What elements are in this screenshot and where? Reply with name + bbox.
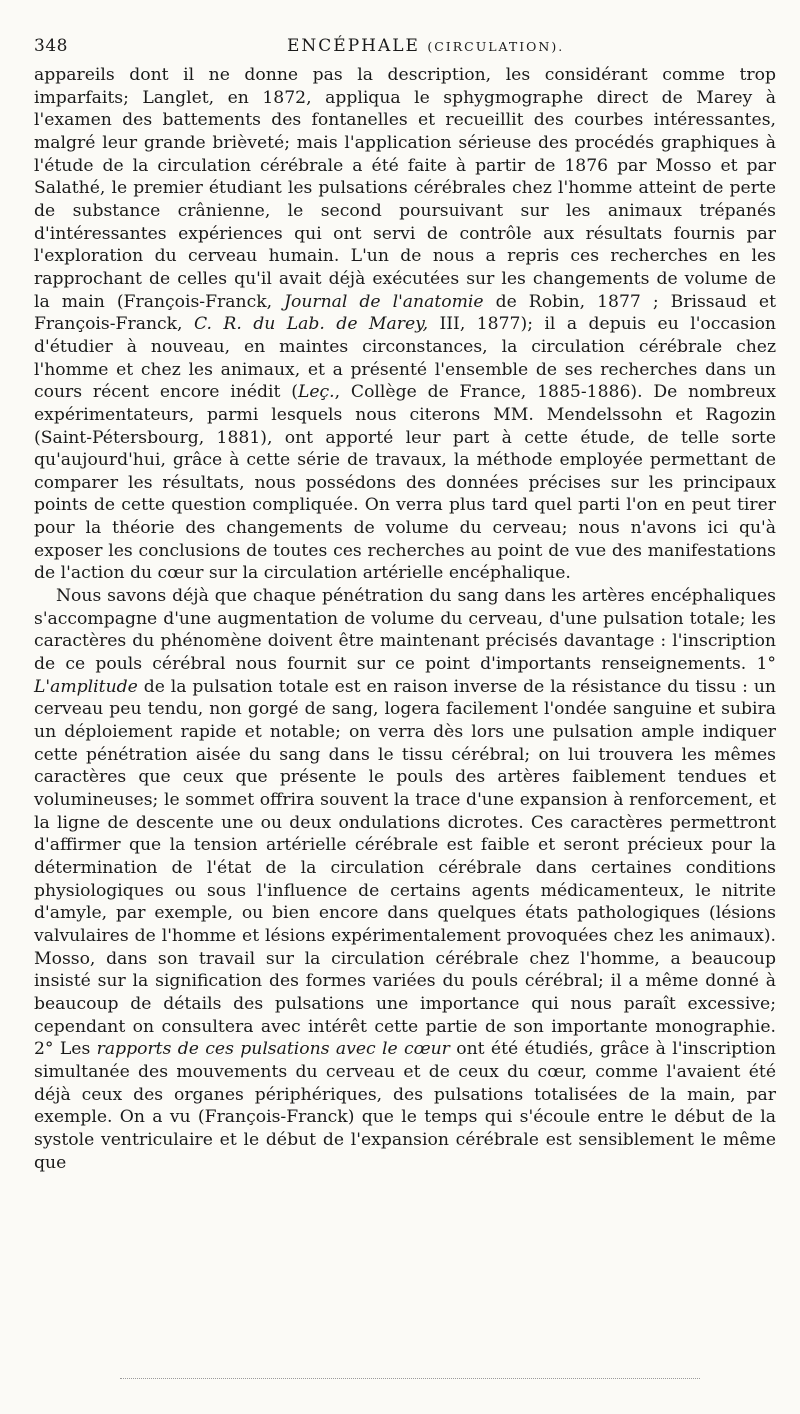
text-run: Nous savons déjà que chaque pénétration du sang dans les artères encéphaliques s'accompagne d'une augmentation de volume du cerveau, d'une pulsation totale; les caractères du phénomène doivent être maintenant précisés davantage : l'inscription de ce pouls cérébral nous fournit sur ce point d'importants renseignements. 1° [34,586,776,675]
page-header [34,32,774,60]
text-run: appareils dont il ne donne pas la description, les considérant comme trop imparfaits; Langlet, en 1872, appliqua le sphygmographe direct de Marey à l'examen des battements des fontanelles et recueillit des courbes intéressantes, malgré leur grande brièveté; mais l'application sérieuse des procédés graphiques à l'étude de la circulation cérébrale a été faite à partir de 1876 par Mosso et par Salathé, le premier étudiant les pulsations cérébrales chez l'homme atteint de perte de substance crânienne, le second poursuivant sur les animaux trépanés d'intéressantes expériences qui ont servi de contrôle aux résultats fournis par l'exploration du cerveau humain. L'un de nous a repris ces recherches en les rapprochant de celles qu'il avait déjà exécutées sur les changements de volume de la main (François-Franck, [34,65,776,312]
running-head-subtitle: (CIRCULATION). [427,39,565,54]
footer-rule [120,1378,700,1379]
body-text [34,64,776,1174]
italic-run: C. R. du Lab. de Marey, [193,314,429,335]
page-number: 348 [34,36,68,56]
text-run: ont été étudiés, grâce à l'inscription simultanée des mouvements du cerveau et de ceux du cœur, comme l'avaient été déjà ceux des organes périphériques, des pulsations totalisées de la main, par exemple. On a vu (François-Franck) que le temps qui s'écoule entre le début de la systole ventriculaire et le début de l'expansion cérébrale est sensiblement le même que [34,1039,776,1173]
italic-run: L'amplitude [34,676,138,697]
italic-run: Leç. [297,382,335,403]
italic-run: rapports de ces pulsations avec le cœur [96,1039,450,1060]
paragraph-1 [34,64,776,585]
text-run: , Collège de France, 1885-1886). De nombreux expérimentateurs, parmi lesquels nous citerons MM. Mendelssohn et Ragozin (Saint-Pétersbourg, 1881), ont apporté leur part à cette étude, de telle sorte qu'aujourd'hui, grâce à cette série de travaux, la méthode employée permettant de comparer les résultats, nous possédons des données précises sur les principaux points de cette question compliquée. On verra plus tard quel parti l'on en peut tirer pour la théorie des changements de volume du cerveau; nous n'avons ici qu'à exposer les conclusions de toutes ces recherches au point de vue des manifestations de l'action du cœur sur la circulation artérielle encéphalique. [34,382,776,584]
text-run: de Robin, 1877 ; Brissaud et François-Franck, [34,291,776,335]
running-head-title: ENCÉPHALE [287,36,420,56]
italic-run: Journal de l'anatomie [284,291,484,312]
text-run: III, 1877); il a depuis eu l'occasion d'étudier à nouveau, en maintes circonstances, la circulation cérébrale chez l'homme et chez les animaux, et a présenté l'ensemble de ses recherches dans un cours récent encore inédit ( [34,314,777,403]
text-run: de la pulsation totale est en raison inverse de la résistance du tissu : un cerveau peu tendu, non gorgé de sang, logera facilement l'ondée sanguine et subira un déploiement rapide et notable; on verra dès lors une pulsation ample indiquer cette pénétration aisée du sang dans le tissu cérébral; on lui trouvera les mêmes caractères que ceux que présente le pouls des artères faiblement tendues et volumineuses; le sommet offrira souvent la trace d'une expansion à renforcement, et la ligne de descente une ou deux ondulations dicrotes. Ces caractères permettront d'affirmer que la tension artérielle cérébrale est faible et seront précieux pour la détermination de l'état de la circulation cérébrale dans certaines conditions physiologiques ou sous l'influence de certains agents médicamenteux, le nitrite d'amyle, par exemple, ou bien encore dans quelques états pathologiques (lésions valvulaires de l'homme et lésions expérimentalement provoquées chez les animaux). Mosso, dans son travail sur la circulation cérébrale chez l'homme, a beaucoup insisté sur la signification des formes variées du pouls cérébral; il a même donné à beaucoup de détails des pulsations une importance qui nous paraît excessive; cependant on consultera avec intérêt cette partie de son importante monographie. 2° Les [34,676,776,1060]
paragraph-2 [34,585,776,1174]
running-head [287,32,564,61]
